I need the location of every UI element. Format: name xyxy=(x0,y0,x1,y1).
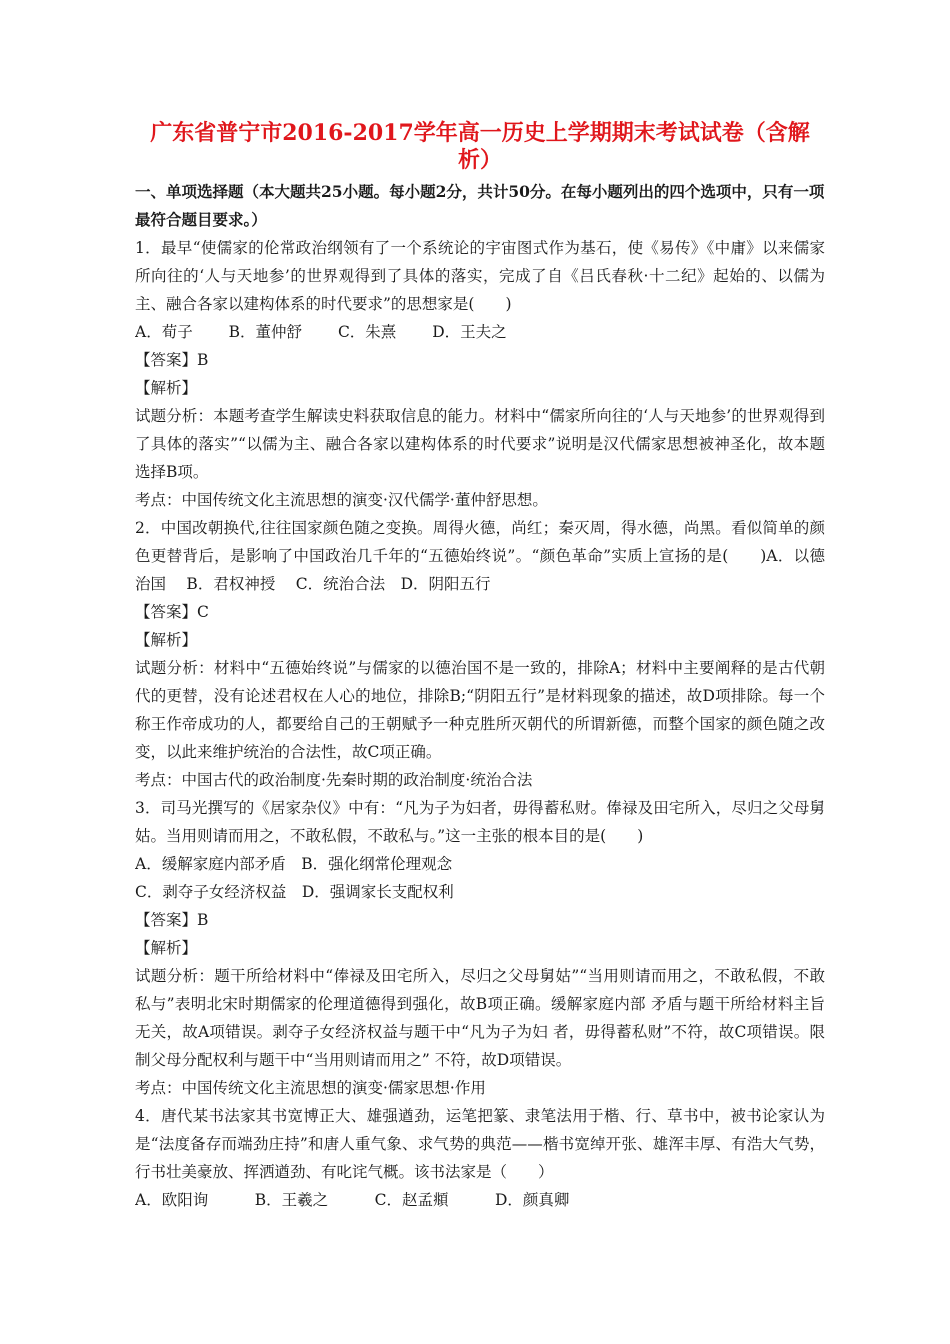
analysis-label: 【解析】 xyxy=(135,939,198,957)
analysis-label: 【解析】 xyxy=(135,631,198,649)
question-3 xyxy=(135,794,825,1102)
question-options: A．欧阳询 B．王羲之 C．赵孟頫 D．颜真卿 xyxy=(135,1191,570,1209)
question-4 xyxy=(135,1102,825,1214)
section-heading: 一、单项选择题（本大题共25小题。每小题2分，共计50分。在每小题列出的四个选项中，只有一项最符合题目要求。） xyxy=(135,182,825,229)
analysis-label: 【解析】 xyxy=(135,379,198,397)
question-stem: 2．中国改朝换代,往往国家颜色随之变换。周得火德，尚红；秦灭周，得水德，尚黑。看似简单的颜色更替背后，是影响了中国政治几千年的“五德始终说”。“颜色革命”实质上宣扬的是( )A．以德治国 B．君权神授 C．统治合法 D．阴阳五行 xyxy=(135,519,825,593)
answer-label: 【答案】B xyxy=(135,911,209,929)
answer-label: 【答案】B xyxy=(135,351,209,369)
analysis-text: 试题分析：本题考查学生解读史料获取信息的能力。材料中“儒家所向往的‘人与天地参’的世界观得到了具体的落实”“以儒为主、融合各家以建构体系的时代要求”说明是汉代儒家思想被神圣化，故本题选择B项。 xyxy=(135,407,825,481)
question-stem: 1．最早“使儒家的伦常政治纲领有了一个系统论的宇宙图式作为基石，使《易传》《中庸》以来儒家所向往的‘人与天地参’的世界观得到了具体的落实，完成了自《吕氏春秋·十二纪》起始的、以儒为主、融合各家以建构体系的时代要求”的思想家是( ) xyxy=(135,239,825,313)
question-stem: 4．唐代某书法家其书宽博正大、雄强遒劲，运笔把篆、隶笔法用于楷、行、草书中，被书论家认为是“法度备存而端劲庄持”和唐人重气象、求气势的典范——楷书宽绰开张、雄浑丰厚、有浩大气势，行书壮美豪放、挥洒遒劲、有叱诧气概。该书法家是（ ） xyxy=(135,1107,825,1181)
question-options: A．荀子 B．董仲舒 C．朱熹 D．王夫之 xyxy=(135,323,507,341)
analysis-text: 试题分析：材料中“五德始终说”与儒家的以德治国不是一致的，排除A；材料中主要阐释的是古代朝代的更替，没有论述君权在人心的地位，排除B;“阴阳五行”是材料现象的描述，故D项排除。每一个称王作帝成功的人，都要给自己的王朝赋予一种克胜所灭朝代的所谓新德，而整个国家的颜色随之改变，以此来维护统治的合法性，故C项正确。 xyxy=(135,659,825,761)
analysis-text: 试题分析：题干所给材料中“俸禄及田宅所入，尽归之父母舅姑”“当用则请而用之，不敢私假，不敢私与”表明北宋时期儒家的伦理道德得到强化，故B项正确。缓解家庭内部 矛盾与题干所给材料主旨无关，故A项错误。剥夺子女经济权益与题干中“凡为子为妇 者，毋得蓄私财”不符，故C项错误。限制父母分配权利与题干中“当用则请而用之” 不符，故D项错误。 xyxy=(135,967,825,1069)
question-options-ab: A．缓解家庭内部矛盾 B．强化纲常伦理观念 xyxy=(135,855,453,873)
question-2 xyxy=(135,514,825,794)
answer-label: 【答案】C xyxy=(135,603,209,621)
exam-page xyxy=(135,120,825,1214)
question-options-cd: C．剥夺子女经济权益 D．强调家长支配权利 xyxy=(135,883,454,901)
knowledge-point: 考点：中国传统文化主流思想的演变·儒家思想·作用 xyxy=(135,1079,486,1097)
question-stem: 3．司马光撰写的《居家杂仪》中有：“凡为子为妇者，毋得蓄私财。俸禄及田宅所入，尽归之父母舅姑。当用则请而用之，不敢私假，不敢私与。”这一主张的根本目的是( ) xyxy=(135,799,825,845)
knowledge-point: 考点：中国传统文化主流思想的演变·汉代儒学·董仲舒思想。 xyxy=(135,491,548,509)
document-title: 广东省普宁市2016-2017学年高一历史上学期期末考试试卷（含解析） xyxy=(150,120,810,173)
knowledge-point: 考点：中国古代的政治制度·先秦时期的政治制度·统治合法 xyxy=(135,771,533,789)
question-1 xyxy=(135,234,825,514)
